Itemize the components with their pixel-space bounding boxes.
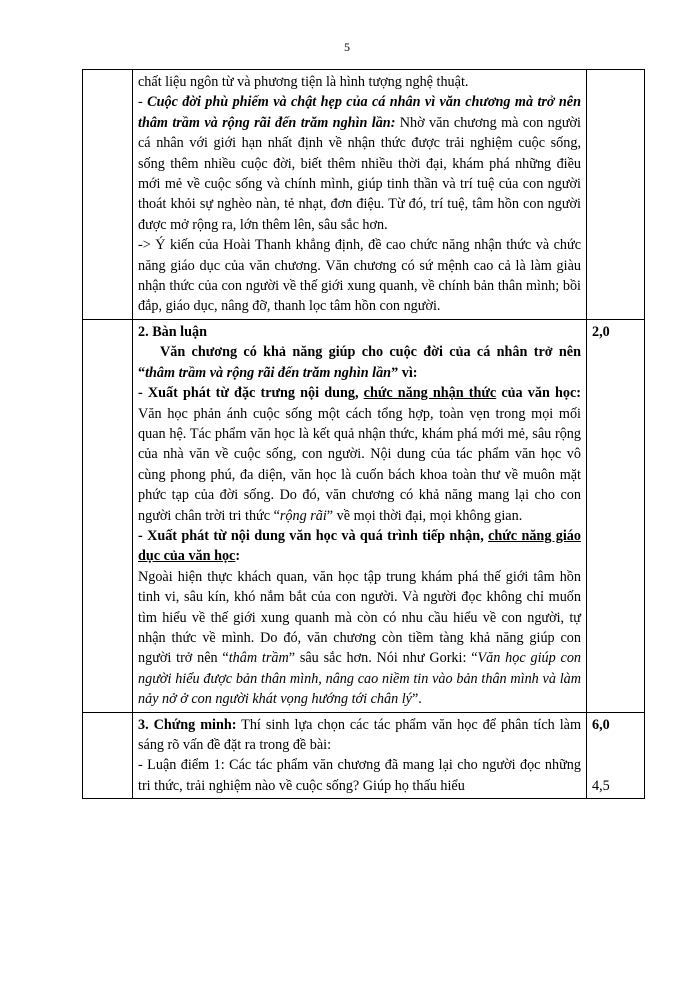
score-cell xyxy=(587,319,645,712)
paragraph-continuation: chất liệu ngôn từ và phương tiện là hình tượng nghệ thuật. xyxy=(138,74,469,90)
paragraph-explanation: - Cuộc đời phù phiếm và chật hẹp của cá nhân vì văn chương mà trở nên thâm trầm và rộng rãi đến trăm nghìn lần: Nhờ văn chương mà con người cá nhân với giới hạn nhất định về nhận thức được trải nghiệm cuộc sống, sống thêm nhiều cuộc đời, biết thêm nhiều thời đại, khám phá những điều mới mẻ về cuộc sống và chính mình, giúp tinh thần và trí tuệ của con người thoát khỏi sự nghèo nàn, tẻ nhạt, đơn điệu. Từ đó, trí tuệ, tâm hồn con người được mở rộng ra, lớn thêm lên, sâu sắc hơn. xyxy=(138,94,581,233)
index-cell xyxy=(83,319,133,712)
proof-point-1: - Luận điểm 1: Các tác phẩm văn chương đã mang lại cho người đọc những tri thức, trải nghiệm nào về cuộc sống? Giúp họ thấu hiểu xyxy=(138,757,581,794)
paragraph-conclusion: -> Ý kiến của Hoài Thanh khẳng định, đề cao chức năng nhận thức và chức năng giáo dục của văn chương. Văn chương có sứ mệnh cao cả là làm giàu nhận thức của con người về thế giới xung quanh, về chính bản thân mình; bồi đắp, giáo dục, nâng đỡ, thanh lọc tâm hồn con người. xyxy=(138,237,581,315)
point-educational-function-heading: - Xuất phát từ nội dung văn học và quá trình tiếp nhận, chức năng giáo dục của văn học: xyxy=(138,527,581,565)
page-number: 5 xyxy=(344,40,350,54)
content-cell xyxy=(133,319,587,712)
score-point-1: 4,5 xyxy=(592,778,610,794)
point-educational-function-text: Ngoài hiện thực khách quan, văn học tập trung khám phá thế giới tâm hồn tinh vi, sâu kín, khó nắm bắt của con người. Và người đọc không chỉ muốn tìm hiểu về thế giới xung quanh mà còn có nhu cầu hiểu về con người, tự nhận thức về mình. Do đó, văn chương còn tiềm tàng khả năng giúp con người trở nên “thâm trầm” sâu sắc hơn. Nói như Gorki: “Văn học giúp con người hiểu được bản thân mình, nâng cao niềm tin vào bản thân mình và làm nảy nở ở con người khát vọng hướng tới chân lý”. xyxy=(138,568,582,708)
grading-table xyxy=(82,69,645,799)
score-discussion: 2,0 xyxy=(592,323,610,340)
score-proof: 6,0 xyxy=(592,716,610,733)
discussion-intro: Văn chương có khả năng giúp cho cuộc đời của cá nhân trở nên “thâm trầm và rộng rãi đến trăm nghìn lần” vì: xyxy=(138,344,581,381)
proof-intro: 3. Chứng minh: Thí sinh lựa chọn các tác phẩm văn học để phân tích làm sáng rõ vấn đề đặt ra trong đề bài: xyxy=(138,716,581,753)
score-cell xyxy=(587,712,645,799)
index-cell xyxy=(83,712,133,799)
section-heading-discussion: 2. Bàn luận xyxy=(138,323,207,340)
content-cell xyxy=(133,712,587,799)
table-row-definition xyxy=(83,70,645,320)
content-cell xyxy=(133,70,587,320)
key-phrase: Cuộc đời phù phiếm và chật hẹp của cá nhân vì văn chương mà trở nên thâm trầm và rộng rãi đến trăm nghìn lần: xyxy=(138,94,581,131)
score-cell xyxy=(587,70,645,320)
gorki-quote: Văn học giúp con người hiểu được bản thân mình, nâng cao niềm tin vào bản thân mình và làm nảy nở ở con người khát vọng hướng tới chân lý xyxy=(138,650,582,708)
section-heading-proof: 3. Chứng minh: xyxy=(138,716,237,733)
table-row-discussion xyxy=(83,319,645,712)
point-cognitive-function: - Xuất phát từ đặc trưng nội dung, chức năng nhận thức của văn học: Văn học phản ánh cuộc sống một cách tổng hợp, toàn vẹn trong mọi mối quan hệ. Tác phẩm văn học là kết quả nhận thức, khám phá mới mẻ, sâu rộng của nhà văn về cuộc sống, con người. Nội dung của tác phẩm văn học vô cùng phong phú, đa diện, văn học là cuốn bách khoa toàn thư về muôn mặt phức tạp của đời sống. Do đó, văn chương có khả năng mang lại cho con người chân trời tri thức “rộng rãi” về mọi thời đại, mọi không gian. xyxy=(138,385,581,524)
table-row-proof xyxy=(83,712,645,799)
index-cell xyxy=(83,70,133,320)
